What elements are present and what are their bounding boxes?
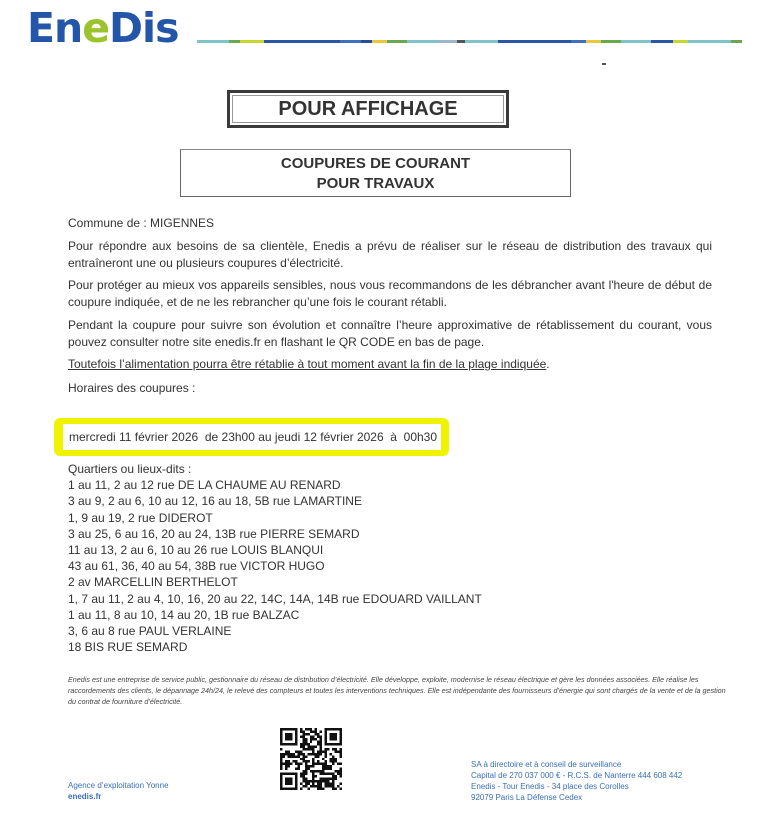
location-item: 1 au 11, 2 au 12 rue DE LA CHAUME AU RENARD bbox=[68, 478, 341, 493]
location-item: 3, 6 au 8 rue PAUL VERLAINE bbox=[68, 624, 232, 639]
company-line: Capital de 270 037 000 € - R.C.S. de Nanterre 444 608 442 bbox=[471, 771, 683, 780]
website-link[interactable]: enedis.fr bbox=[68, 792, 102, 801]
scan-speck bbox=[602, 63, 606, 65]
commune: Commune de : MIGENNES bbox=[68, 216, 215, 230]
display-label: POUR AFFICHAGE bbox=[278, 97, 458, 120]
paragraph-tracking: Pendant la coupure pour suivre son évolution et connaître l’heure approximative de rétablissement du courant, vous pouvez consulter notre site enedis.fr en flashant le QR CODE en bas de page. bbox=[68, 318, 712, 349]
logo-part-3: Dis bbox=[109, 4, 179, 52]
qr-code-icon[interactable] bbox=[280, 728, 342, 790]
schedule-text: mercredi 11 février 2026 de 23h00 au jeudi 12 février 2026 à 00h30 bbox=[63, 424, 441, 450]
warning-suffix: . bbox=[546, 357, 550, 371]
warning-line bbox=[68, 356, 712, 373]
paragraph-advice: Pour protéger au mieux vos appareils sensibles, nous vous recommandons de les débrancher avant l'heure de début de coupure indiquée, et de ne les rebrancher qu’une fois le courant rétabli. bbox=[68, 278, 712, 309]
locations-label: Quartiers ou lieux-dits : bbox=[68, 462, 192, 476]
company-info bbox=[471, 759, 682, 803]
agency-block bbox=[68, 780, 169, 802]
locations-list bbox=[68, 461, 482, 655]
company-line: SA à directoire et à conseil de surveillance bbox=[471, 760, 622, 769]
display-label-box bbox=[227, 90, 509, 128]
header-color-stripe bbox=[197, 40, 742, 43]
subtitle-line-1: COUPURES DE COURANT bbox=[280, 155, 471, 172]
subtitle-box bbox=[180, 149, 571, 197]
location-item: 2 av MARCELLIN BERTHELOT bbox=[68, 575, 238, 590]
enedis-logo bbox=[27, 4, 179, 52]
logo-part-1: En bbox=[27, 4, 83, 52]
logo-part-2: e bbox=[82, 4, 110, 52]
subtitle-line-2: POUR TRAVAUX bbox=[316, 175, 435, 192]
location-item: 1, 9 au 19, 2 rue DIDEROT bbox=[68, 510, 213, 525]
location-item: 18 BIS RUE SEMARD bbox=[68, 640, 188, 655]
schedule-label: Horaires des coupures : bbox=[68, 381, 196, 395]
location-item: 3 au 9, 2 au 6, 10 au 12, 16 au 18, 5B rue LAMARTINE bbox=[68, 494, 362, 509]
company-line: Enedis - Tour Enedis - 34 place des Corolles bbox=[471, 782, 629, 791]
legal-notice: Enedis est une entreprise de service public, gestionnaire du réseau de distribution d’électricité. Elle développe, exploite, modernise le réseau électrique et gère les données associées. Elle réalise les raccordements des clients, le dépannage 24h/24, le relevé des compteurs et toutes les interventions techniques. Elle est indépendante des fournisseurs d’énergie qui sont chargés de la vente et de la gestion du contrat de fourniture d’électricité. bbox=[68, 675, 726, 706]
location-item: 1 au 11, 8 au 10, 14 au 20, 1B rue BALZAC bbox=[68, 607, 300, 622]
location-item: 43 au 61, 36, 40 au 54, 38B rue VICTOR HUGO bbox=[68, 559, 325, 574]
warning-text: Toutefois l’alimentation pourra être rétablie à tout moment avant la fin de la plage indiquée bbox=[68, 357, 547, 371]
location-item: 3 au 25, 6 au 16, 20 au 24, 13B rue PIERRE SEMARD bbox=[68, 526, 360, 541]
agency-name: Agence d’exploitation Yonne bbox=[68, 781, 169, 790]
company-line: 92079 Paris La Défense Cedex bbox=[471, 793, 583, 802]
paragraph-intro: Pour répondre aux besoins de sa clientèle, Enedis a prévu de réaliser sur le réseau de distribution des travaux qui entraîneront une ou plusieurs coupures d’électricité. bbox=[68, 239, 712, 270]
location-item: 1, 7 au 11, 2 au 4, 10, 16, 20 au 22, 14C, 14A, 14B rue EDOUARD VAILLANT bbox=[68, 591, 482, 606]
location-item: 11 au 13, 2 au 6, 10 au 26 rue LOUIS BLANQUI bbox=[68, 543, 324, 558]
